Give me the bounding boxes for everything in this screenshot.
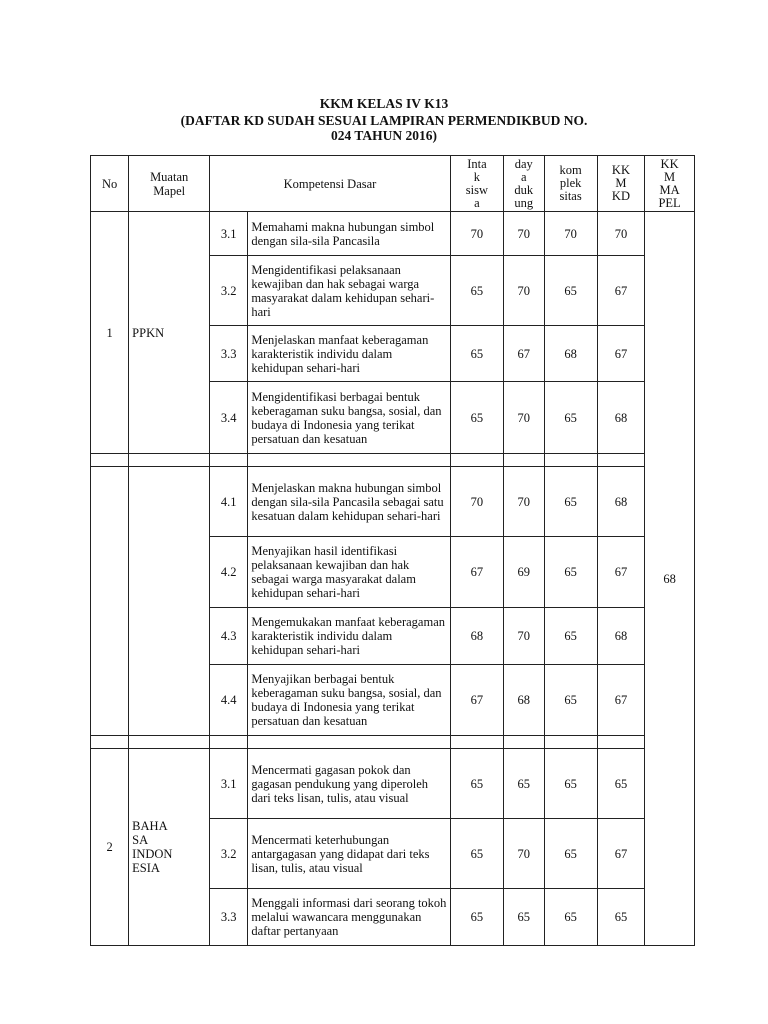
kd-kkm: 70 <box>597 212 644 256</box>
spacer-cell <box>504 454 544 467</box>
kd-kkm: 67 <box>597 256 644 326</box>
table-row <box>91 467 695 537</box>
kd-kompleksitas: 65 <box>544 467 597 537</box>
kd-intake: 70 <box>450 467 503 537</box>
kd-code: 3.3 <box>210 889 248 946</box>
kd-kompleksitas: 65 <box>544 749 597 819</box>
kd-kompleksitas: 65 <box>544 889 597 946</box>
spacer-cell <box>129 454 210 467</box>
spacer-cell <box>91 736 129 749</box>
kd-intake: 65 <box>450 749 503 819</box>
spacer-cell <box>91 454 129 467</box>
kd-text: Mengidentifikasi berbagai bentuk keberagaman suku bangsa, sosial, dan budaya di Indonesia yang terikat persatuan dan kesatuan <box>248 382 450 454</box>
spacer-cell <box>450 454 503 467</box>
kd-daya-dukung: 70 <box>504 608 544 665</box>
kd-kompleksitas: 65 <box>544 665 597 736</box>
kd-daya-dukung: 67 <box>504 326 544 382</box>
kd-intake: 65 <box>450 819 503 889</box>
spacer-cell <box>544 736 597 749</box>
kd-daya-dukung: 69 <box>504 537 544 608</box>
kd-code: 3.1 <box>210 212 248 256</box>
kd-intake: 67 <box>450 665 503 736</box>
spacer-cell <box>450 736 503 749</box>
kd-intake: 65 <box>450 889 503 946</box>
spacer-cell <box>248 736 450 749</box>
spacer-cell <box>544 454 597 467</box>
kd-code: 4.3 <box>210 608 248 665</box>
kd-kkm: 68 <box>597 382 644 454</box>
kd-kompleksitas: 65 <box>544 608 597 665</box>
kd-text: Mencermati gagasan pokok dan gagasan pendukung yang diperoleh dari teks lisan, tulis, atau visual <box>248 749 450 819</box>
kd-code: 4.2 <box>210 537 248 608</box>
kd-intake: 65 <box>450 256 503 326</box>
kd-kkm: 68 <box>597 467 644 537</box>
table-row <box>91 749 695 819</box>
kd-code: 3.4 <box>210 382 248 454</box>
kd-kompleksitas: 65 <box>544 537 597 608</box>
document-subtitle-line1: (DAFTAR KD SUDAH SESUAI LAMPIRAN PERMENDIKBUD NO. <box>180 113 588 128</box>
spacer-row <box>91 454 695 467</box>
kd-kkm: 67 <box>597 819 644 889</box>
spacer-cell <box>504 736 544 749</box>
header-kkm-kd: KK M KD <box>597 156 644 212</box>
kd-kkm: 65 <box>597 749 644 819</box>
kd-text: Mengidentifikasi pelaksanaan kewajiban dan hak sebagai warga masyarakat dalam kehidupan sehari-hari <box>248 256 450 326</box>
kd-intake: 67 <box>450 537 503 608</box>
spacer-cell <box>248 454 450 467</box>
header-kompetensi-dasar: Kompetensi Dasar <box>210 156 451 212</box>
kd-text: Menyajikan hasil identifikasi pelaksanaan kewajiban dan hak sebagai warga masyarakat dalam kehidupan sehari-hari <box>248 537 450 608</box>
kd-daya-dukung: 65 <box>504 749 544 819</box>
kd-text: Mencermati keterhubungan antargagasan yang didapat dari teks lisan, tulis, atau visual <box>248 819 450 889</box>
document-subtitle-line2: 024 TAHUN 2016) <box>330 128 437 143</box>
kd-intake: 70 <box>450 212 503 256</box>
kd-text: Mengemukakan manfaat keberagaman karakteristik individu dalam kehidupan sehari-hari <box>248 608 450 665</box>
kd-code: 4.1 <box>210 467 248 537</box>
kd-daya-dukung: 68 <box>504 665 544 736</box>
kd-kkm: 67 <box>597 537 644 608</box>
subject-name: PPKN <box>129 212 210 454</box>
spacer-row <box>91 736 695 749</box>
kkm-mapel-value: 68 <box>645 212 695 946</box>
spacer-cell <box>210 454 248 467</box>
kd-kompleksitas: 65 <box>544 382 597 454</box>
kd-kkm: 65 <box>597 889 644 946</box>
kd-code: 3.3 <box>210 326 248 382</box>
kd-kkm: 67 <box>597 326 644 382</box>
kd-kkm: 67 <box>597 665 644 736</box>
subject-no: 1 <box>91 212 129 454</box>
header-kkm-mapel: KK M MA PEL <box>645 156 695 212</box>
kd-text: Memahami makna hubungan simbol dengan sila-sila Pancasila <box>248 212 450 256</box>
kd-daya-dukung: 70 <box>504 212 544 256</box>
spacer-cell <box>129 736 210 749</box>
subject-name-continued <box>129 467 210 736</box>
kd-kkm: 68 <box>597 608 644 665</box>
kd-text: Menjelaskan makna hubungan simbol dengan sila-sila Pancasila sebagai satu kesatuan dalam kehidupan sehari-hari <box>248 467 450 537</box>
kd-kompleksitas: 70 <box>544 212 597 256</box>
kkm-table <box>90 155 695 946</box>
kd-daya-dukung: 65 <box>504 889 544 946</box>
kd-intake: 65 <box>450 382 503 454</box>
header-no: No <box>91 156 129 212</box>
header-daya-dukung: day a duk ung <box>504 156 544 212</box>
kd-kompleksitas: 65 <box>544 819 597 889</box>
kd-kompleksitas: 68 <box>544 326 597 382</box>
kd-daya-dukung: 70 <box>504 256 544 326</box>
table-header-row <box>91 156 695 212</box>
spacer-cell <box>210 736 248 749</box>
spacer-cell <box>597 454 644 467</box>
subject-no-continued <box>91 467 129 736</box>
kd-kompleksitas: 65 <box>544 256 597 326</box>
spacer-cell <box>597 736 644 749</box>
document-title: KKM KELAS IV K13 <box>319 96 449 111</box>
kd-intake: 65 <box>450 326 503 382</box>
subject-no: 2 <box>91 749 129 946</box>
kd-text: Menjelaskan manfaat keberagaman karakteristik individu dalam kehidupan sehari-hari <box>248 326 450 382</box>
table-row <box>91 212 695 256</box>
subject-name: BAHA SA INDON ESIA <box>129 749 210 946</box>
kd-code: 3.1 <box>210 749 248 819</box>
kd-daya-dukung: 70 <box>504 382 544 454</box>
header-muatan-mapel: Muatan Mapel <box>129 156 210 212</box>
kd-code: 3.2 <box>210 819 248 889</box>
header-intake-siswa: Inta k sisw a <box>450 156 503 212</box>
header-kompleksitas: kom plek sitas <box>544 156 597 212</box>
kd-daya-dukung: 70 <box>504 467 544 537</box>
kd-intake: 68 <box>450 608 503 665</box>
kd-text: Menggali informasi dari seorang tokoh melalui wawancara menggunakan daftar pertanyaan <box>248 889 450 946</box>
kd-code: 4.4 <box>210 665 248 736</box>
kd-daya-dukung: 70 <box>504 819 544 889</box>
kd-text: Menyajikan berbagai bentuk keberagaman suku bangsa, sosial, dan budaya di Indonesia yang terikat persatuan dan kesatuan <box>248 665 450 736</box>
kd-code: 3.2 <box>210 256 248 326</box>
